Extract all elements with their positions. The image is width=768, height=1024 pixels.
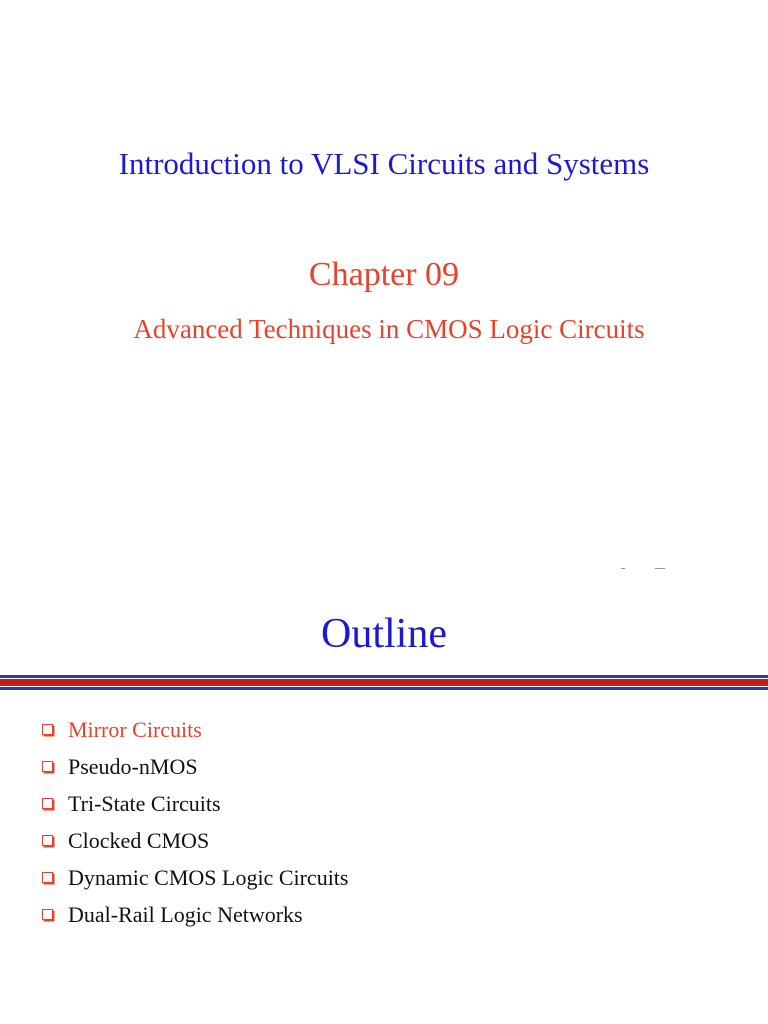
course-title: Introduction to VLSI Circuits and Systems [118, 146, 650, 181]
divider-speck [655, 568, 665, 569]
chapter-subtitle: Advanced Techniques in CMOS Logic Circuits [133, 314, 645, 344]
header-rule-middle [0, 679, 768, 686]
outline-slide [0, 580, 768, 1024]
square-bullet-icon [42, 798, 53, 809]
square-bullet-icon [42, 724, 53, 735]
divider-speck [621, 568, 625, 569]
outline-list [42, 711, 348, 933]
square-bullet-icon [42, 835, 53, 846]
header-rule-top [0, 675, 768, 678]
outline-item [42, 859, 348, 896]
square-bullet-icon [42, 761, 53, 772]
outline-item [42, 822, 348, 859]
outline-item-label: Mirror Circuits [68, 716, 202, 742]
outline-item [42, 896, 348, 933]
header-rule-bottom [0, 687, 768, 690]
outline-item-label: Pseudo-nMOS [68, 753, 198, 779]
outline-item [42, 711, 348, 748]
outline-item [42, 785, 348, 822]
outline-item-label: Dual-Rail Logic Networks [68, 901, 303, 927]
chapter-number: Chapter 09 [308, 256, 460, 293]
square-bullet-icon [42, 872, 53, 883]
outline-title: Outline [321, 611, 447, 657]
square-bullet-icon [42, 909, 53, 920]
outline-item-label: Clocked CMOS [68, 827, 210, 853]
outline-item [42, 748, 348, 785]
outline-item-label: Tri-State Circuits [68, 790, 221, 816]
outline-item-label: Dynamic CMOS Logic Circuits [68, 864, 349, 890]
